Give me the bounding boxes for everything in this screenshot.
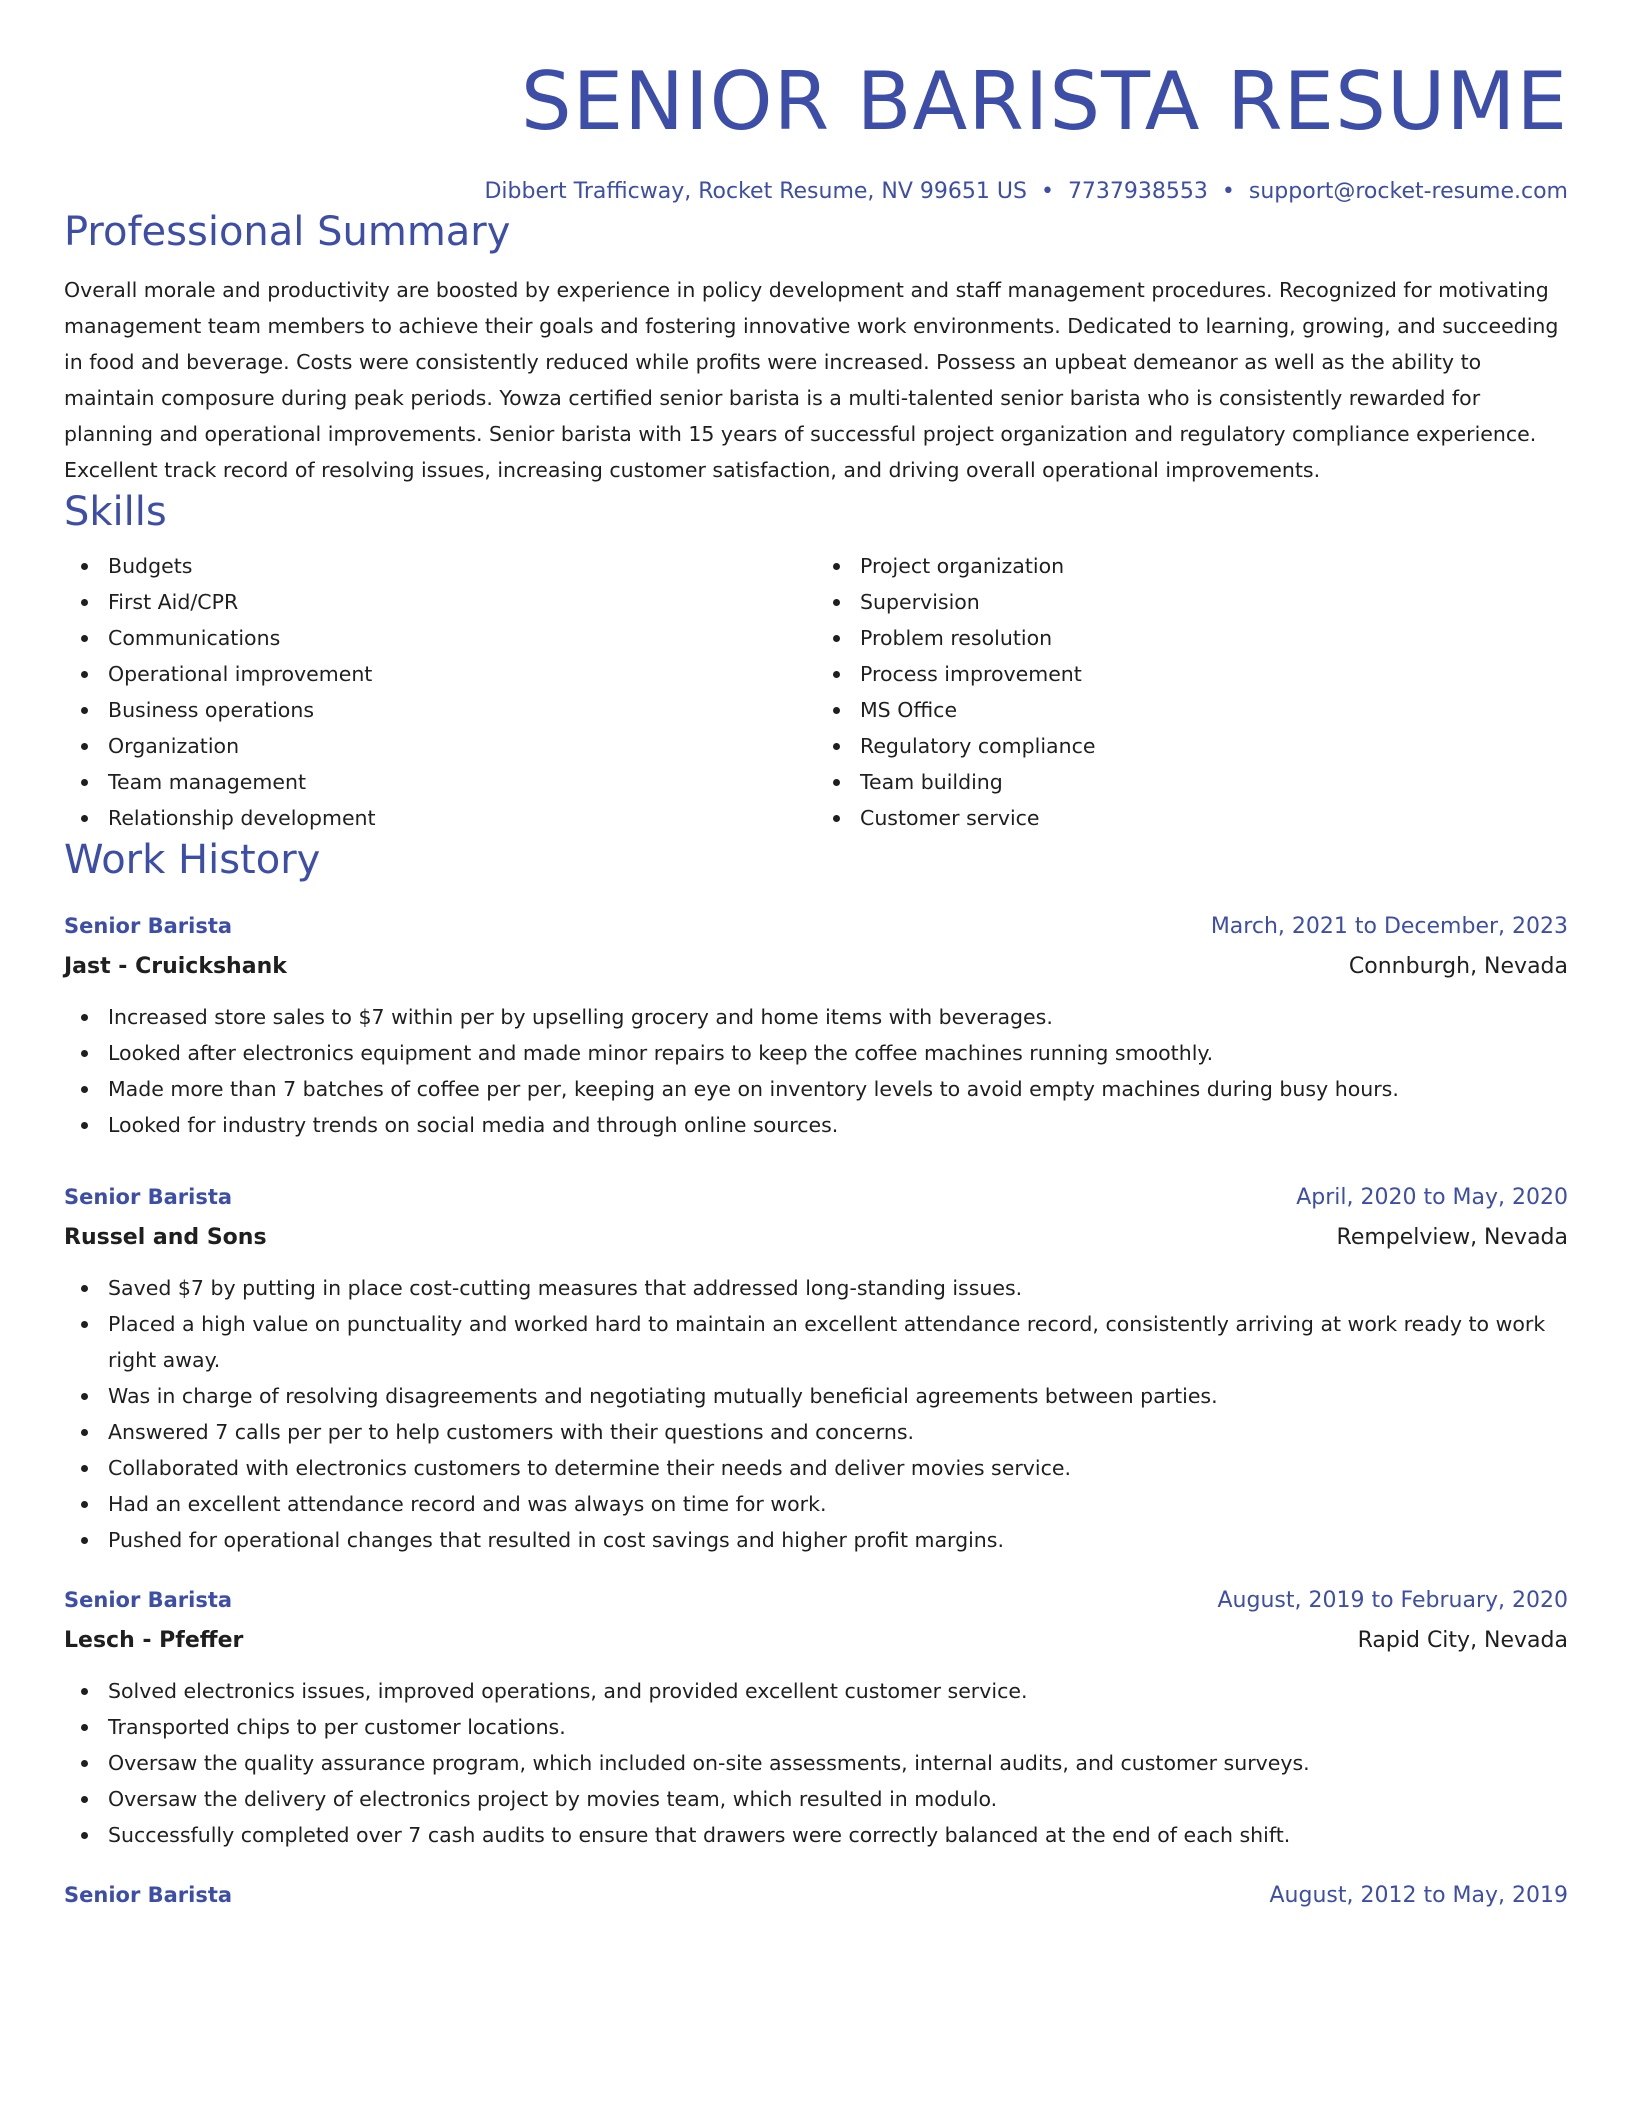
job-dates: August, 2019 to February, 2020 <box>1217 1588 1568 1613</box>
resume-title: SENIOR BARISTA RESUME <box>520 55 1568 148</box>
duty-item: Looked after electronics equipment and made minor repairs to keep the coffee machines running smoothly. <box>108 1035 1568 1071</box>
job-duties <box>64 1270 1568 1558</box>
work-history-heading: Work History <box>64 837 321 883</box>
duty-item: Saved $7 by putting in place cost-cutting measures that addressed long-standing issues. <box>108 1270 1568 1306</box>
skill-item: Project organization <box>860 548 1568 584</box>
skill-item: Supervision <box>860 584 1568 620</box>
duty-item: Transported chips to per customer locations. <box>108 1709 1568 1745</box>
skill-item: Business operations <box>108 692 816 728</box>
skills-list-left <box>64 548 816 836</box>
job-duties <box>64 1673 1568 1853</box>
job-entry <box>64 1875 1568 1916</box>
job-header-row <box>64 1177 1568 1218</box>
skill-item: First Aid/CPR <box>108 584 816 620</box>
job-title: Senior Barista <box>64 914 233 938</box>
skills-list-right <box>816 548 1568 836</box>
job-header-row <box>64 1875 1568 1916</box>
job-title: Senior Barista <box>64 1883 233 1907</box>
contact-line <box>64 176 1568 208</box>
skills-grid <box>64 548 1568 836</box>
job-company-row <box>64 1218 1568 1258</box>
skill-item: Team management <box>108 764 816 800</box>
skill-item: Operational improvement <box>108 656 816 692</box>
duty-item: Collaborated with electronics customers to determine their needs and deliver movies service. <box>108 1450 1568 1486</box>
job-location: Rapid City, Nevada <box>1357 1628 1568 1653</box>
skills-heading: Skills <box>64 489 167 535</box>
job-entry <box>64 1177 1568 1558</box>
job-header-row <box>64 906 1568 947</box>
job-company-row <box>64 947 1568 987</box>
summary-heading: Professional Summary <box>64 209 511 255</box>
job-dates: August, 2012 to May, 2019 <box>1269 1883 1568 1908</box>
duty-item: Oversaw the quality assurance program, which included on-site assessments, internal audits, and customer surveys. <box>108 1745 1568 1781</box>
job-company: Jast - Cruickshank <box>64 954 287 979</box>
job-title: Senior Barista <box>64 1185 233 1209</box>
job-entry <box>64 906 1568 1143</box>
job-dates: April, 2020 to May, 2020 <box>1296 1185 1568 1210</box>
skill-item: Process improvement <box>860 656 1568 692</box>
job-title: Senior Barista <box>64 1588 233 1612</box>
skill-item: Communications <box>108 620 816 656</box>
job-company: Russel and Sons <box>64 1225 267 1250</box>
job-entry <box>64 1580 1568 1853</box>
duty-item: Successfully completed over 7 cash audits to ensure that drawers were correctly balanced at the end of each shift. <box>108 1817 1568 1853</box>
duty-item: Looked for industry trends on social media and through online sources. <box>108 1107 1568 1143</box>
job-location: Connburgh, Nevada <box>1348 954 1568 979</box>
skill-item: Budgets <box>108 548 816 584</box>
job-company: Lesch - Pfeffer <box>64 1628 244 1653</box>
job-header-row <box>64 1580 1568 1621</box>
contact-email: support@rocket-resume.com <box>1248 179 1568 204</box>
contact-separator: • <box>1040 179 1054 204</box>
skill-item: MS Office <box>860 692 1568 728</box>
duty-item: Answered 7 calls per per to help customers with their questions and concerns. <box>108 1414 1568 1450</box>
contact-phone: 7737938553 <box>1067 179 1208 204</box>
duty-item: Made more than 7 batches of coffee per per, keeping an eye on inventory levels to avoid empty machines during busy hours. <box>108 1071 1568 1107</box>
skill-item: Customer service <box>860 800 1568 836</box>
job-company-row <box>64 1621 1568 1661</box>
skill-item: Organization <box>108 728 816 764</box>
duty-item: Was in charge of resolving disagreements and negotiating mutually beneficial agreements between parties. <box>108 1378 1568 1414</box>
skill-item: Regulatory compliance <box>860 728 1568 764</box>
skill-item: Problem resolution <box>860 620 1568 656</box>
duty-item: Increased store sales to $7 within per by upselling grocery and home items with beverages. <box>108 999 1568 1035</box>
duty-item: Oversaw the delivery of electronics project by movies team, which resulted in modulo. <box>108 1781 1568 1817</box>
resume-page <box>64 0 1568 1916</box>
job-location: Rempelview, Nevada <box>1336 1225 1568 1250</box>
duty-item: Solved electronics issues, improved operations, and provided excellent customer service. <box>108 1673 1568 1709</box>
job-dates: March, 2021 to December, 2023 <box>1210 914 1568 939</box>
summary-text: Overall morale and productivity are boosted by experience in policy development and staff management procedures. Recognized for motivating management team members to achieve their goals and fostering innovative work environments. Dedicated to learning, growing, and succeeding in food and beverage. Costs were consistently reduced while profits were increased. Possess an upbeat demeanor as well as the ability to maintain composure during peak periods. Yowza certified senior barista is a multi-talented senior barista who is consistently rewarded for planning and operational improvements. Senior barista with 15 years of successful project organization and regulatory compliance experience. Excellent track record of resolving issues, increasing customer satisfaction, and driving overall operational improvements. <box>64 278 1559 482</box>
skill-item: Relationship development <box>108 800 816 836</box>
duty-item: Pushed for operational changes that resulted in cost savings and higher profit margins. <box>108 1522 1568 1558</box>
contact-separator: • <box>1221 179 1235 204</box>
duty-item: Placed a high value on punctuality and worked hard to maintain an excellent attendance record, consistently arriving at work ready to work right away. <box>108 1306 1568 1378</box>
contact-address: Dibbert Trafficway, Rocket Resume, NV 99651 US <box>484 179 1027 204</box>
duty-item: Had an excellent attendance record and was always on time for work. <box>108 1486 1568 1522</box>
job-duties <box>64 999 1568 1143</box>
skill-item: Team building <box>860 764 1568 800</box>
